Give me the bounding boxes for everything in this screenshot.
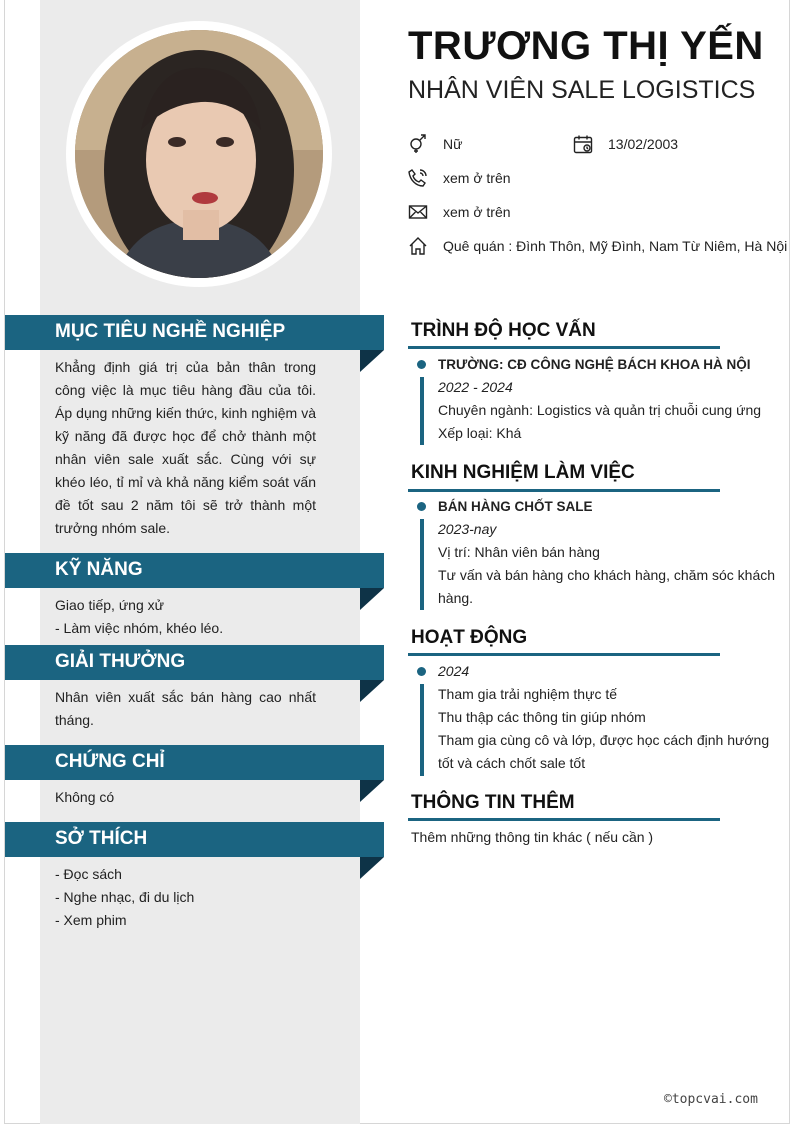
- skills-header: [5, 553, 384, 588]
- experience-title: KINH NGHIỆM LÀM VIỆC: [411, 462, 635, 483]
- education-grade: Xếp loại: Khá: [438, 425, 522, 441]
- activities-entry: [438, 660, 776, 775]
- activities-underline: [408, 653, 720, 656]
- certificates-title: CHỨNG CHỈ: [55, 751, 165, 772]
- experience-underline: [408, 489, 720, 492]
- more-info-underline: [408, 818, 720, 821]
- section-corner-icon: [360, 857, 384, 879]
- objective-title: MỤC TIÊU NGHỀ NGHIỆP: [55, 321, 286, 342]
- skills-list: [55, 594, 316, 640]
- phone-icon: [408, 168, 428, 188]
- section-corner-icon: [360, 780, 384, 802]
- birthday-value: 13/02/2003: [608, 136, 679, 152]
- timeline-dot: [417, 360, 426, 369]
- section-corner-icon: [360, 350, 384, 372]
- skills-title: KỸ NĂNG: [55, 559, 143, 580]
- activities-title: HOẠT ĐỘNG: [411, 627, 528, 648]
- education-major: Chuyên ngành: Logistics và quản trị chuỗi cung ứng: [438, 402, 762, 418]
- address-row: [408, 236, 787, 256]
- gender-value: Nữ: [443, 136, 463, 152]
- company-name: BÁN HÀNG CHỐT SALE: [438, 499, 593, 514]
- activity-year: 2024: [438, 663, 470, 679]
- hobby-item: - Xem phim: [55, 912, 127, 928]
- phone-row: [408, 168, 511, 188]
- watermark: ©topcvai.com: [664, 1092, 758, 1107]
- education-title: TRÌNH ĐỘ HỌC VẤN: [411, 320, 596, 341]
- gender-icon: [408, 134, 428, 154]
- gender-row: [408, 134, 462, 154]
- email-value: xem ở trên: [443, 204, 511, 220]
- candidate-name: TRƯƠNG THỊ YẾN: [408, 24, 764, 68]
- profile-photo: [75, 30, 323, 278]
- home-icon: [408, 236, 428, 256]
- education-underline: [408, 346, 720, 349]
- hobbies-header: [5, 822, 384, 857]
- awards-header: [5, 645, 384, 680]
- hobbies-list: [55, 863, 316, 932]
- section-corner-icon: [360, 588, 384, 610]
- skill-item: - Làm việc nhóm, khéo léo.: [55, 620, 224, 636]
- avatar: [66, 21, 332, 287]
- timeline-dot: [417, 502, 426, 511]
- experience-entry: [438, 495, 776, 610]
- more-info-title: THÔNG TIN THÊM: [411, 792, 575, 813]
- hobby-item: - Nghe nhạc, đi du lịch: [55, 889, 195, 905]
- timeline-bar: [420, 684, 424, 776]
- certificates-header: [5, 745, 384, 780]
- activity-item: Thu thập các thông tin giúp nhóm: [438, 709, 646, 725]
- activity-item: Tham gia cùng cô và lớp, được học cách định hướng tốt và cách chốt sale tốt: [438, 732, 770, 771]
- birthday-row: [573, 134, 678, 154]
- hobby-item: - Đọc sách: [55, 866, 122, 882]
- calendar-icon: [573, 134, 593, 154]
- phone-value: xem ở trên: [443, 170, 511, 186]
- awards-title: GIẢI THƯỞNG: [55, 651, 186, 672]
- hobbies-title: SỞ THÍCH: [55, 828, 148, 849]
- activity-item: Tham gia trải nghiệm thực tế: [438, 686, 618, 702]
- experience-description: Tư vấn và bán hàng cho khách hàng, chăm sóc khách hàng.: [438, 567, 776, 606]
- certificates-text: Không có: [55, 789, 115, 805]
- address-value: Quê quán : Đình Thôn, Mỹ Đình, Nam Từ Niêm, Hà Nội: [443, 238, 788, 254]
- section-corner-icon: [360, 680, 384, 702]
- skill-item: Giao tiếp, ứng xử: [55, 597, 165, 613]
- more-info-text: Thêm những thông tin khác ( nếu cần ): [411, 829, 654, 845]
- objective-text: Khẳng định giá trị của bản thân trong công việc là mục tiêu hàng đầu của tôi. Áp dụng những kiến thức, kinh nghiệm và kỹ năng đã được học để chở thành một nhân viên sale xuất sắc. Cùng với sự khéo léo, tỉ mỉ và khả năng kiểm soát vấn đề tốt sau 2 năm tôi sẽ trở thành một trưởng nhóm sale.: [55, 359, 316, 536]
- education-period: 2022 - 2024: [438, 379, 513, 395]
- objective-header: [5, 315, 384, 350]
- experience-period: 2023-nay: [438, 521, 497, 537]
- education-entry: [438, 353, 776, 445]
- timeline-dot: [417, 667, 426, 676]
- email-row: [408, 202, 511, 222]
- job-title: NHÂN VIÊN SALE LOGISTICS: [408, 76, 756, 104]
- awards-text: Nhân viên xuất sắc bán hàng cao nhất tháng.: [55, 689, 316, 728]
- envelope-icon: [408, 202, 428, 222]
- timeline-bar: [420, 377, 424, 445]
- school-name: TRƯỜNG: CĐ CÔNG NGHỆ BÁCH KHOA HÀ NỘI: [438, 357, 751, 372]
- timeline-bar: [420, 519, 424, 610]
- experience-position: Vị trí: Nhân viên bán hàng: [438, 544, 600, 560]
